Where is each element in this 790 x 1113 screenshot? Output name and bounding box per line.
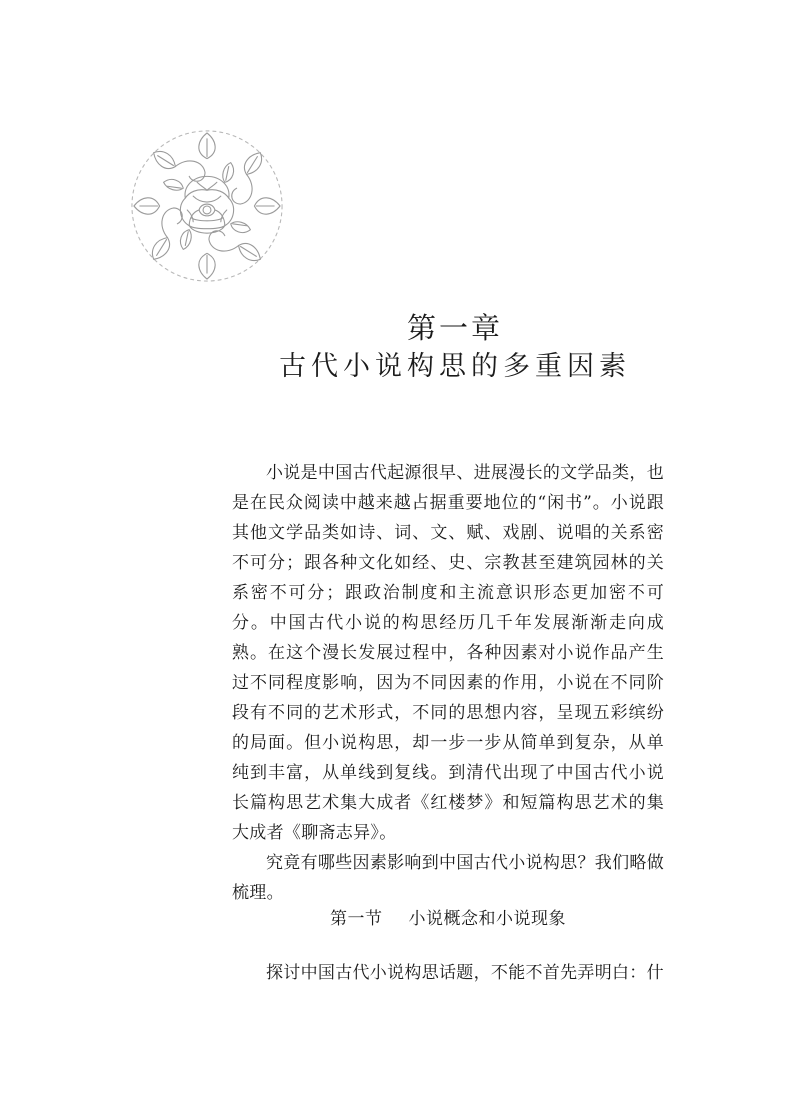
section-number: 第一节 <box>330 909 383 929</box>
section-title: 小说概念和小说现象 <box>408 909 566 929</box>
section-body <box>232 958 664 988</box>
paragraph: 小说是中国古代起源很早、进展漫长的文学品类，也是在民众阅读中越来越占据重要地位的“闲书”。小说跟其他文学品类如诗、词、文、赋、戏剧、说唱的关系密不可分；跟各种文化如经、史、宗教甚至建筑园林的关系密不可分；跟政治制度和主流意识形态更加密不可分。中国古代小说的构思经历几千年发展渐渐走向成熟。在这个漫长发展过程中，各种因素对小说作品产生过不同程度影响，因为不同因素的作用，小说在不同阶段有不同的艺术形式，不同的思想内容，呈现五彩缤纷的局面。但小说构思，却一步一步从简单到复杂，从单纯到丰富，从单线到复线。到清代出现了中国古代小说长篇构思艺术集大成者《红楼梦》和短篇构思艺术的集大成者《聊斋志异》。 <box>232 463 664 843</box>
section-heading <box>232 905 664 933</box>
peony-medallion-icon <box>128 127 286 285</box>
chapter-title: 古代小说构思的多重因素 <box>279 351 631 382</box>
paragraph: 究竟有哪些因素影响到中国古代小说构思？我们略做梳理。 <box>232 853 664 903</box>
paragraph: 探讨中国古代小说构思话题，不能不首先弄明白：什 <box>266 963 664 983</box>
chapter-number: 第一章 <box>406 311 503 345</box>
chapter-intro-body <box>232 458 664 908</box>
